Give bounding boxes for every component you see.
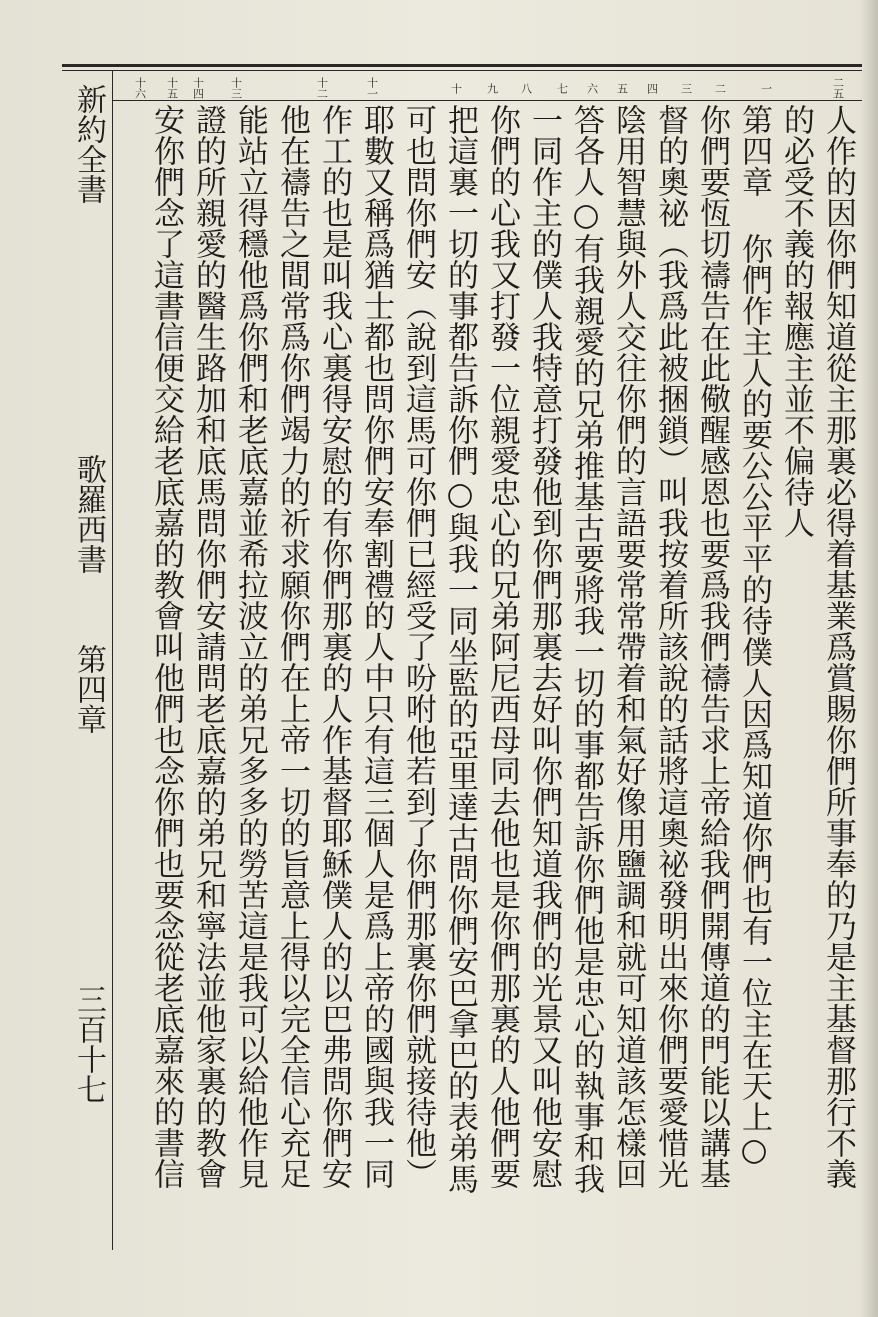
verse-index-item: 四: [645, 82, 659, 94]
verse-index-item: 五: [615, 82, 629, 94]
running-header: [68, 84, 108, 1264]
margin-divider-rule: [112, 70, 113, 1250]
text-column: 證的所親愛的醫生路加和底馬問你們安請問老底嘉的弟兄和寧法並他家裏的教會: [190, 104, 226, 1189]
text-column: 答各人○有我親愛的兄弟推基古要將我一切的事都告訴你們他是忠心的執事和我: [568, 104, 604, 1194]
verse-index-item: 六: [585, 82, 599, 94]
text-column: 你們的心我又打發一位親愛忠心的兄弟阿尼西母同去他也是你們那裏的人他們要: [484, 104, 520, 1189]
text-column: 能站立得穩他爲你們和老底嘉並希拉波立的弟兄多多的勞苦這是我可以給他作見: [232, 104, 268, 1189]
epistle-title: 歌羅西書: [71, 454, 106, 574]
text-column: 可也問你們安（說到這馬可你們已經受了吩咐他若到了你們那裏你們就接待他）: [400, 104, 436, 1189]
verse-index-item: 八: [519, 82, 533, 94]
book-title: 新約全書: [71, 84, 106, 204]
verse-index-item: 十四: [191, 77, 205, 99]
verse-index-item: 十五: [165, 77, 179, 99]
verse-index-item: 一: [759, 82, 773, 94]
text-column: 他在禱告之間常爲你們竭力的祈求願你們在上帝一切的旨意上得以完全信心充足: [274, 104, 310, 1189]
verse-index-item: 十六: [133, 77, 147, 99]
text-column: 的必受不義的報應主並不偏待人: [778, 104, 814, 538]
text-column: 耶數又稱爲猶士都也問你們安奉割禮的人中只有這三個人是爲上帝的國與我一同: [358, 104, 394, 1189]
page-number: 三百十七: [71, 984, 106, 1104]
text-column: 第四章 你們作主人的要公公平平的待僕人因爲知道你們也有一位主在天上○: [736, 104, 772, 1168]
chapter-label: 第四章: [71, 644, 106, 734]
page-edge-shadow: [860, 0, 878, 1317]
text-column: 人作的因你們知道從主那裏必得着基業爲賞賜你們所事奉的乃是主基督那行不義: [820, 104, 856, 1189]
text-column: 把這裏一切的事都告訴你們○與我一同坐監的亞里達古問你們安巴拿巴的表弟馬: [442, 104, 478, 1194]
verse-index-rule: [112, 100, 862, 101]
verse-index-item: 十二: [315, 77, 329, 99]
text-column: 安你們念了這書信便交給老底嘉的教會叫他們也念你們也要念從老底嘉來的書信: [148, 104, 184, 1189]
verse-index-item: 二五: [831, 77, 845, 99]
text-column: 督的奧祕（我爲此被捆鎖）叫我按着所該說的話將這奧祕發明出來你們要愛惜光: [652, 104, 688, 1189]
text-column: 陰用智慧與外人交往你們的言語要常常帶着和氣好像用鹽調和就可知道該怎樣回: [610, 104, 646, 1189]
verse-index-item: 三: [679, 82, 693, 94]
verse-index-item: 十一: [365, 77, 379, 99]
frame-inner-rule: [62, 70, 862, 71]
text-column: 你們要恆切禱告在此儆醒感恩也要爲我們禱告求上帝給我們開傳道的門能以講基: [694, 104, 730, 1189]
text-column: 一同作主的僕人我特意打發他到你們那裏去好叫你們知道我們的光景又叫他安慰: [526, 104, 562, 1189]
verse-index-item: 二: [713, 82, 727, 94]
verse-index-item: 十三: [229, 77, 243, 99]
text-column: 作工的也是叫我心裏得安慰的有你們那裏的人作基督耶穌僕人的以巴弗問你們安: [316, 104, 352, 1189]
verse-index-item: 九: [485, 82, 499, 94]
verse-index-item: 十: [449, 82, 463, 94]
verse-index-item: 七: [555, 82, 569, 94]
